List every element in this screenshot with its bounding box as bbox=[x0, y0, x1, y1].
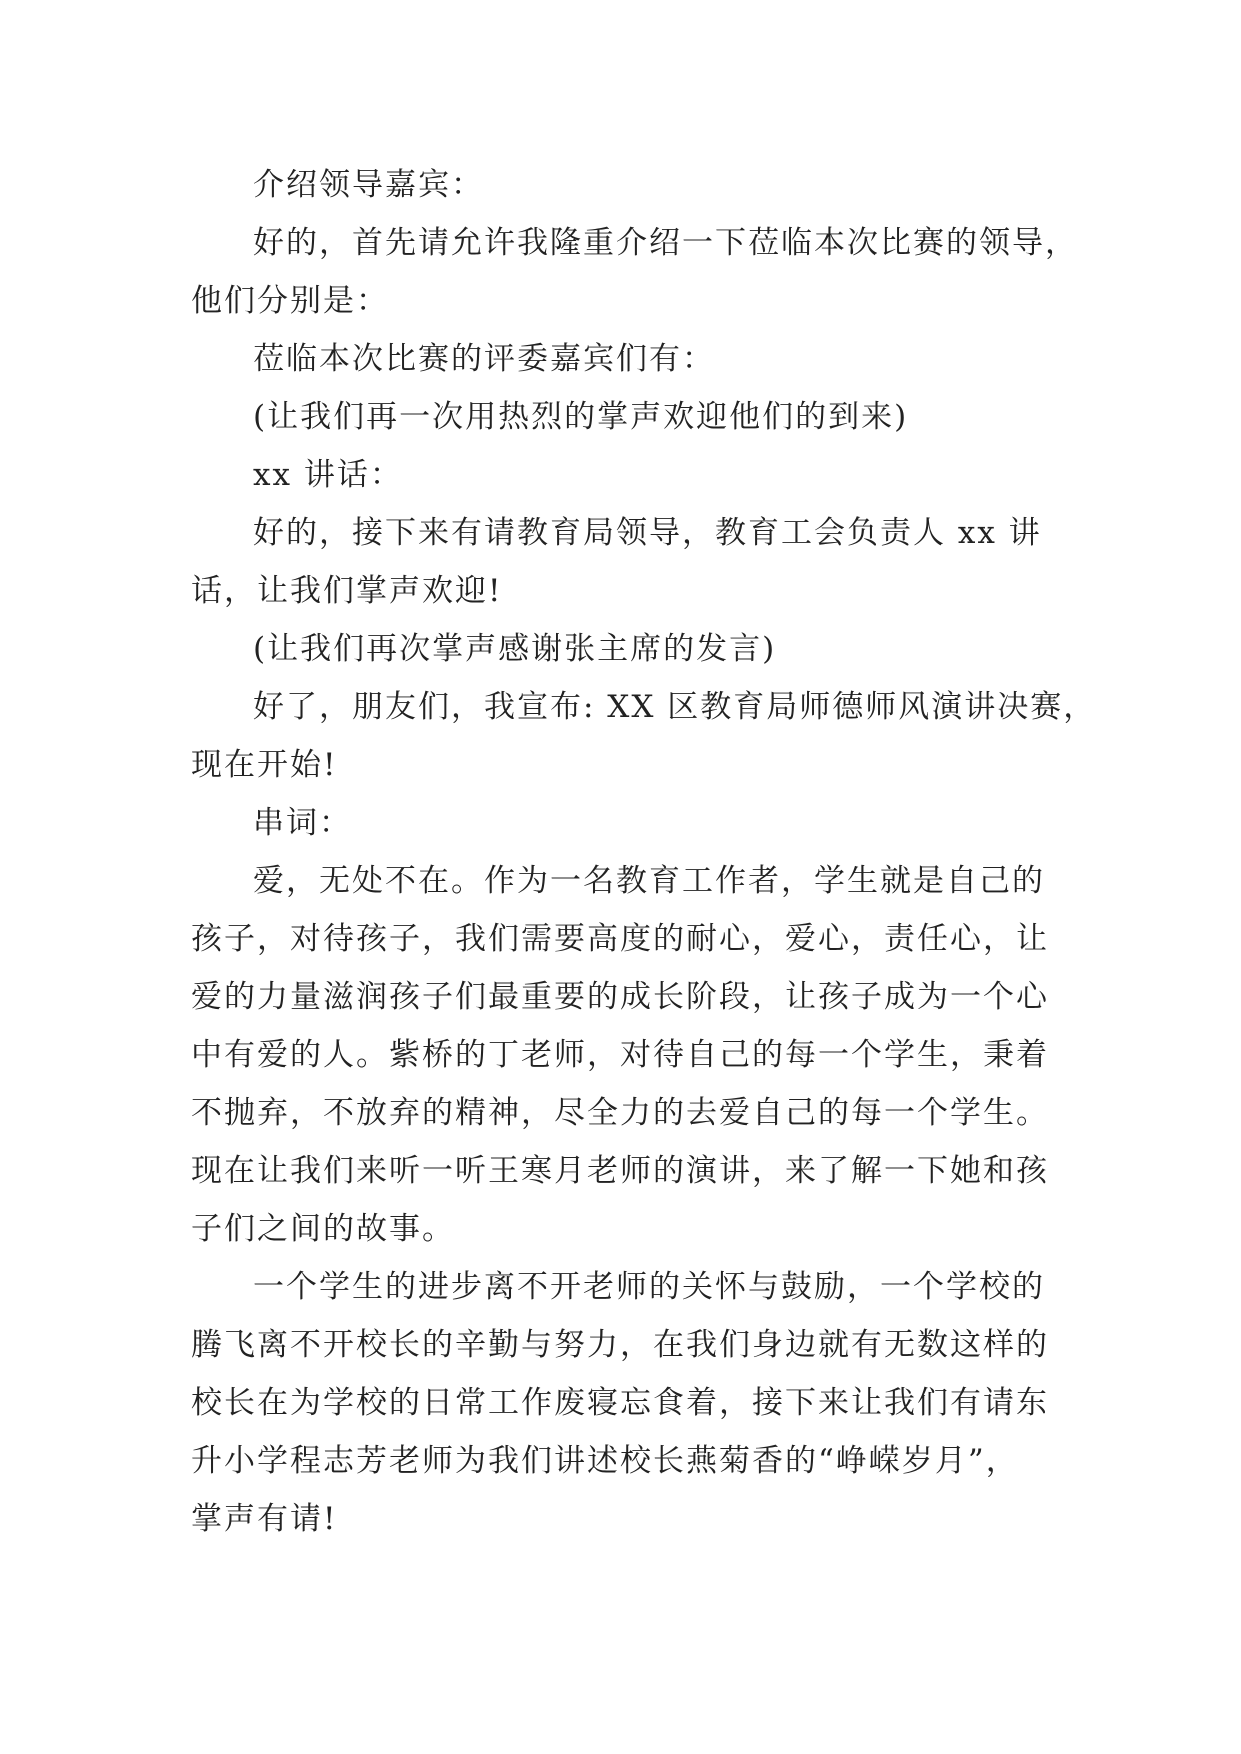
paragraph-principal-story bbox=[191, 1258, 1061, 1548]
text-line: 校长在为学校的日常工作废寝忘食着，接下来让我们有请东 bbox=[191, 1385, 1049, 1421]
text-line: 子们之间的故事。 bbox=[191, 1211, 455, 1247]
text-line: 话，让我们掌声欢迎! bbox=[191, 573, 503, 609]
text-line: 现在开始! bbox=[191, 747, 338, 783]
text-line: 好了，朋友们，我宣布: XX 区教育局师德师风演讲决赛， bbox=[253, 689, 1097, 725]
paragraph-transition-heading bbox=[191, 794, 1061, 852]
text-line: 掌声有请! bbox=[191, 1501, 338, 1537]
paragraph-judges bbox=[191, 330, 1061, 388]
text-line: 爱，无处不在。作为一名教育工作者，学生就是自己的 bbox=[253, 863, 1045, 899]
paragraph-speech-invite bbox=[191, 504, 1061, 620]
text-line: 好的，接下来有请教育局领导，教育工会负责人 xx 讲 bbox=[253, 515, 1042, 551]
paragraph-speech-heading bbox=[191, 446, 1061, 504]
text-line: 他们分别是： bbox=[191, 283, 389, 319]
text-line: xx 讲话： bbox=[253, 457, 403, 493]
text-line: 中有爱的人。紫桥的丁老师，对待自己的每一个学生，秉着 bbox=[191, 1037, 1049, 1073]
text-line: 一个学生的进步离不开老师的关怀与鼓励，一个学校的 bbox=[253, 1269, 1045, 1305]
text-line: 好的，首先请允许我隆重介绍一下莅临本次比赛的领导， bbox=[253, 225, 1078, 261]
paragraph-intro-guests-heading bbox=[191, 156, 1061, 214]
text-line: (让我们再一次用热烈的掌声欢迎他们的到来) bbox=[253, 399, 909, 435]
text-line: 串词： bbox=[253, 805, 352, 841]
document-body bbox=[191, 156, 1097, 1548]
text-line: 升小学程志芳老师为我们讲述校长燕菊香的“峥嵘岁月”， bbox=[191, 1443, 1019, 1479]
text-line: 现在让我们来听一听王寒月老师的演讲，来了解一下她和孩 bbox=[191, 1153, 1049, 1189]
paragraph-leaders-intro bbox=[191, 214, 1078, 330]
text-line: 莅临本次比赛的评委嘉宾们有： bbox=[253, 341, 715, 377]
paragraph-announce-start bbox=[191, 678, 1097, 794]
text-line: 腾飞离不开校长的辛勤与努力，在我们身边就有无数这样的 bbox=[191, 1327, 1049, 1363]
paragraph-love-everywhere bbox=[191, 852, 1061, 1258]
text-line: 介绍领导嘉宾： bbox=[253, 167, 484, 203]
paragraph-thanks-chairman bbox=[191, 620, 1061, 678]
text-line: 孩子，对待孩子，我们需要高度的耐心，爱心，责任心，让 bbox=[191, 921, 1049, 957]
text-line: (让我们再次掌声感谢张主席的发言) bbox=[253, 631, 777, 667]
text-line: 爱的力量滋润孩子们最重要的成长阶段，让孩子成为一个心 bbox=[191, 979, 1049, 1015]
text-line: 不抛弃，不放弃的精神，尽全力的去爱自己的每一个学生。 bbox=[191, 1095, 1049, 1131]
paragraph-applause-welcome bbox=[191, 388, 1061, 446]
